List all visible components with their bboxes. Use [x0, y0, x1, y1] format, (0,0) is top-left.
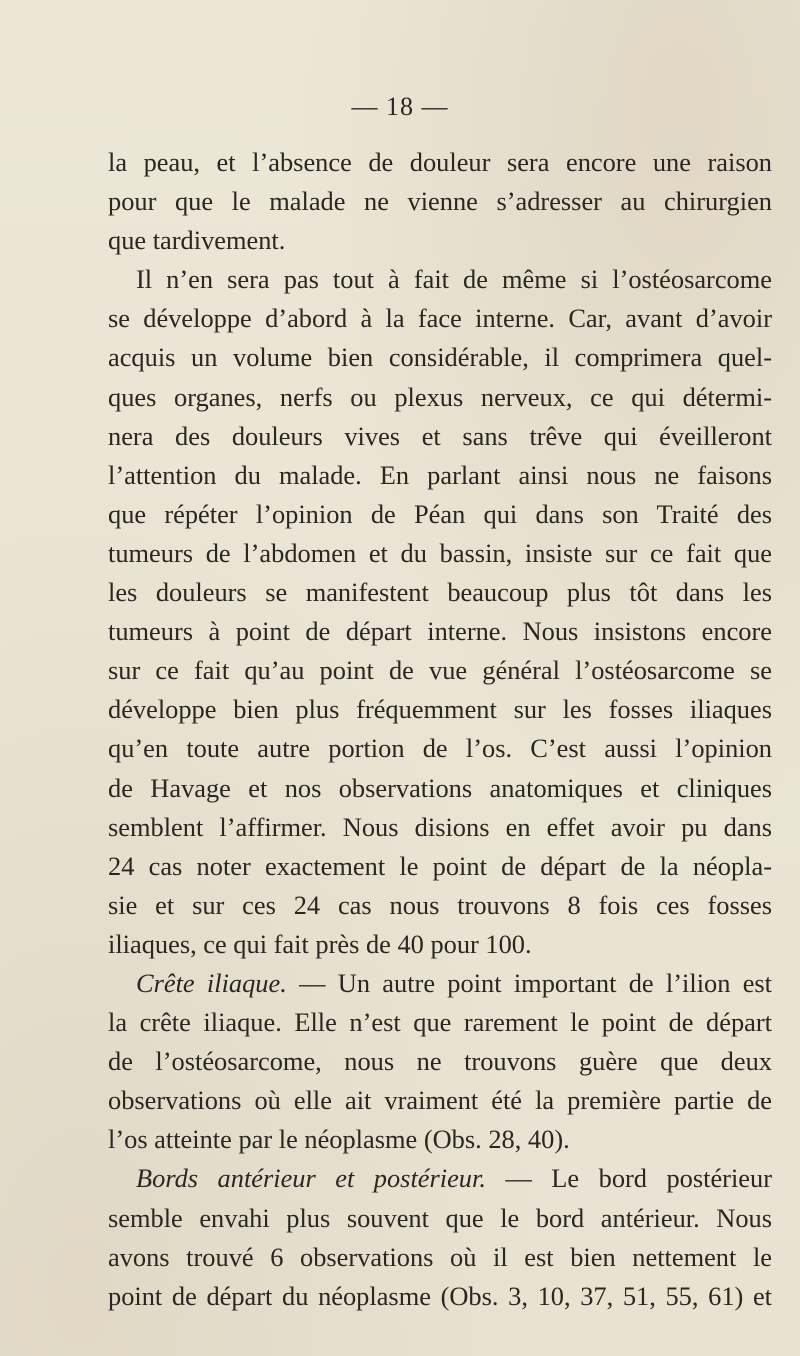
- text-line: [108, 143, 772, 182]
- text-line: [108, 417, 772, 456]
- text-line: [108, 495, 772, 534]
- line-text: les douleurs se manifestent beaucoup plus tôt dans les: [108, 577, 772, 608]
- line-text: nera des douleurs vives et sans trêve qui éveilleront: [108, 420, 772, 451]
- text-line: [108, 456, 772, 495]
- text-line: [108, 573, 772, 612]
- line-text: avons trouvé 6 observations où il est bien nettement le: [108, 1241, 772, 1272]
- line-text: de Havage et nos observations anatomiques et cliniques: [108, 772, 772, 803]
- text-line: [108, 221, 772, 260]
- text-line: [108, 769, 772, 808]
- line-text: que tardivement.: [108, 225, 286, 256]
- line-text: semble envahi plus souvent que le bord antérieur. Nous: [108, 1202, 772, 1233]
- text-line: [108, 886, 772, 925]
- text-line: [108, 651, 772, 690]
- line-text: développe bien plus fréquemment sur les fosses iliaques: [108, 694, 772, 725]
- text-line: [108, 925, 772, 964]
- text-line: [108, 690, 772, 729]
- text-line: [108, 1120, 772, 1159]
- text-line: [108, 260, 772, 299]
- text-line: [108, 612, 772, 651]
- text-line: [108, 964, 772, 1003]
- text-line: [108, 1238, 772, 1277]
- line-text: la crête iliaque. Elle n’est que rarement le point de départ: [108, 1007, 772, 1038]
- section-heading: Bords antérieur et postérieur.: [136, 1163, 486, 1194]
- text-line: [108, 1159, 772, 1198]
- text-line: [108, 1042, 772, 1081]
- page-number: — 18 —: [351, 92, 449, 121]
- line-text: — Le bord postérieur: [485, 1163, 773, 1194]
- text-line: [108, 299, 772, 338]
- text-line: [108, 1199, 772, 1238]
- line-text: la peau, et l’absence de douleur sera encore une raison: [108, 147, 772, 177]
- line-text: tumeurs à point de départ interne. Nous insistons encore: [108, 616, 772, 647]
- line-text: se développe d’abord à la face interne. Car, avant d’avoir: [108, 303, 772, 334]
- line-text: de l’ostéosarcome, nous ne trouvons guère que deux: [108, 1046, 772, 1077]
- line-text: tumeurs de l’abdomen et du bassin, insiste sur ce fait que: [108, 537, 772, 568]
- text-line: [108, 378, 772, 417]
- line-text: — Un autre point important de l’ilion est: [286, 967, 773, 998]
- line-text: 24 cas noter exactement le point de départ de la néopla-: [108, 850, 772, 881]
- text-line: [108, 1277, 772, 1316]
- line-text: semblent l’affirmer. Nous disions en effet avoir pu dans: [108, 811, 772, 842]
- line-text: l’attention du malade. En parlant ainsi nous ne faisons: [108, 459, 772, 490]
- text-line: [108, 338, 772, 377]
- text-line: [108, 729, 772, 768]
- text-line: [108, 808, 772, 847]
- line-text: acquis un volume bien considérable, il comprimera quel-: [108, 342, 772, 373]
- text-line: [108, 1081, 772, 1120]
- text-line: [108, 1003, 772, 1042]
- text-line: [108, 534, 772, 573]
- line-text: point de départ du néoplasme (Obs. 3, 10, 37, 51, 55, 61) et: [108, 1280, 772, 1311]
- section-heading: Crête iliaque.: [136, 967, 287, 998]
- line-text: Il n’en sera pas tout à fait de même si l’ostéosarcome: [136, 264, 772, 295]
- text-line: [108, 847, 772, 886]
- line-text: observations où elle ait vraiment été la première partie de: [108, 1085, 772, 1116]
- line-text: sur ce fait qu’au point de vue général l’ostéosarcome se: [108, 655, 772, 686]
- line-text: qu’en toute autre portion de l’os. C’est aussi l’opinion: [108, 733, 772, 764]
- line-text: sie et sur ces 24 cas nous trouvons 8 fois ces fosses: [108, 889, 772, 920]
- line-text: ques organes, nerfs ou plexus nerveux, ce qui détermi-: [108, 381, 772, 412]
- text-line: [108, 182, 772, 221]
- line-text: l’os atteinte par le néoplasme (Obs. 28, 40).: [108, 1124, 570, 1155]
- line-text: pour que le malade ne vienne s’adresser au chirurgien: [108, 186, 772, 217]
- page-body-text: [108, 143, 772, 1316]
- line-text: iliaques, ce qui fait près de 40 pour 100.: [108, 928, 532, 959]
- line-text: que répéter l’opinion de Péan qui dans son Traité des: [108, 498, 772, 529]
